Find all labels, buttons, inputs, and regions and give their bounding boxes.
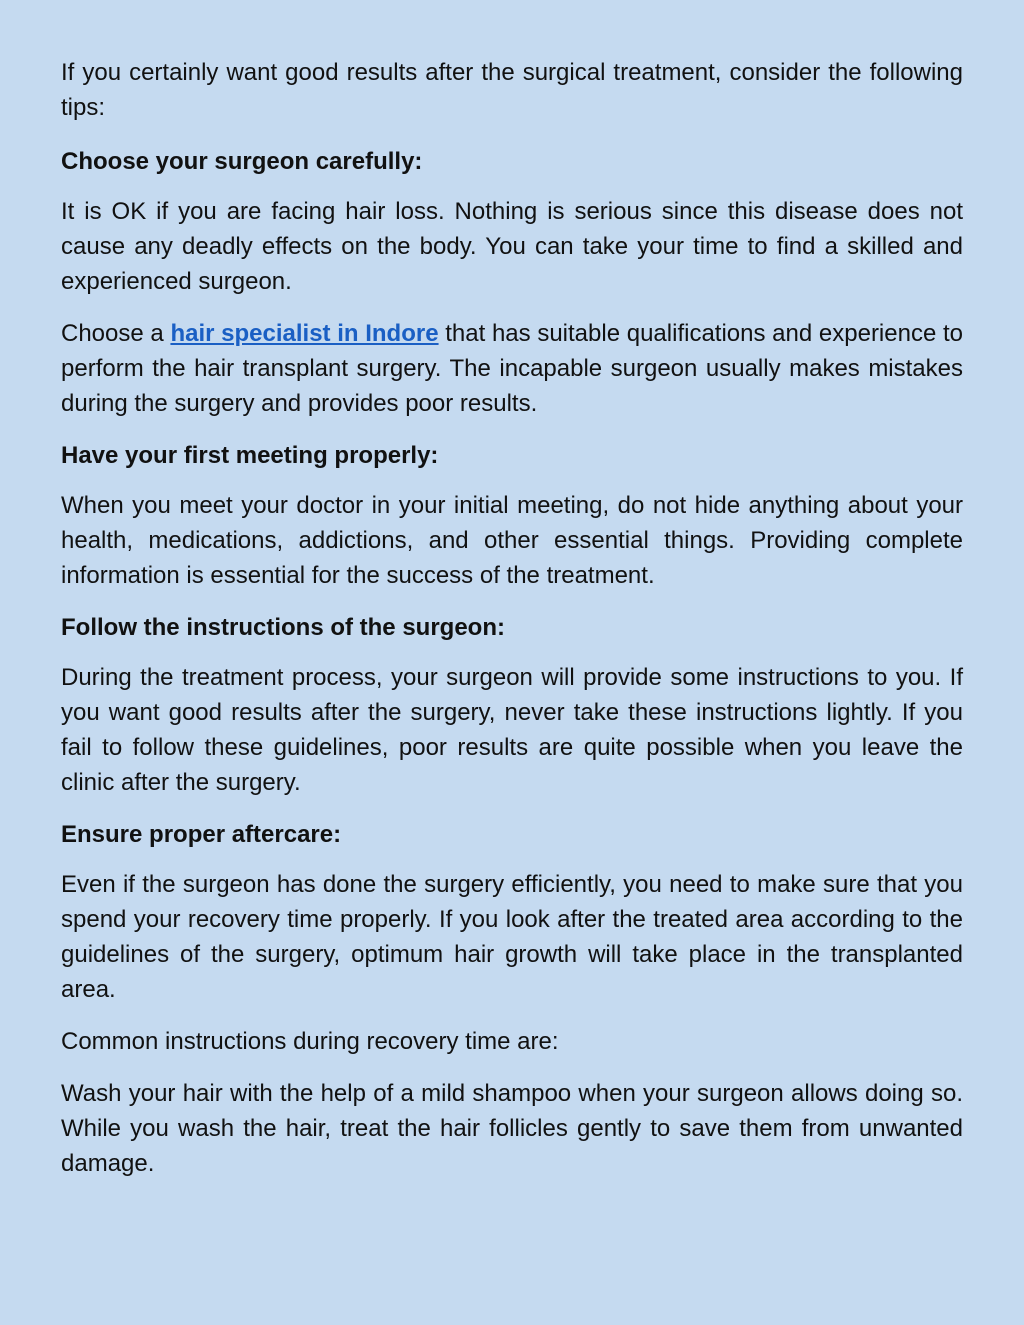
intro-paragraph: If you certainly want good results after the surgical treatment, consider the following tips: (61, 59, 963, 121)
paragraph-hair-loss: It is OK if you are facing hair loss. Nothing is serious since this disease does not cause any deadly effects on the body. You can take your time to find a skilled and experienced surgeon. (61, 198, 963, 295)
paragraph-choose-specialist-end: that has suitable qualifications and experience to perform the hair transplant surgery. The incapable surgeon usually makes mistakes during the surgery and provides poor results. (61, 320, 964, 417)
heading-choose-surgeon: Choose your surgeon carefully: (61, 148, 423, 175)
hair-specialist-link[interactable]: hair specialist in Indore (170, 320, 439, 347)
paragraph-aftercare: Even if the surgeon has done the surgery efficiently, you need to make sure that you spend your recovery time properly. If you look after the treated area according to the guidelines of the surgery, optimum hair growth will take place in the transplanted area. (61, 871, 963, 1003)
heading-aftercare: Ensure proper aftercare: (61, 821, 342, 848)
paragraph-wash-hair: Wash your hair with the help of a mild shampoo when your surgeon allows doing so. While you wash the hair, treat the hair follicles gently to save them from unwanted damage. (61, 1080, 963, 1177)
paragraph-first-meeting: When you meet your doctor in your initial meeting, do not hide anything about your health, medications, addictions, and other essential things. Providing complete information is essential for the success of the treatment. (61, 492, 963, 589)
paragraph-choose-specialist-start: Choose a (61, 320, 171, 347)
heading-first-meeting: Have your first meeting properly: (61, 442, 439, 469)
paragraph-choose-specialist (61, 316, 963, 421)
heading-follow-instructions: Follow the instructions of the surgeon: (61, 614, 505, 641)
paragraph-common-instructions: Common instructions during recovery time are: (61, 1028, 559, 1055)
paragraph-follow-instructions: During the treatment process, your surgeon will provide some instructions to you. If you want good results after the surgery, never take these instructions lightly. If you fail to follow these guidelines, poor results are quite possible when you leave the clinic after the surgery. (61, 664, 963, 796)
